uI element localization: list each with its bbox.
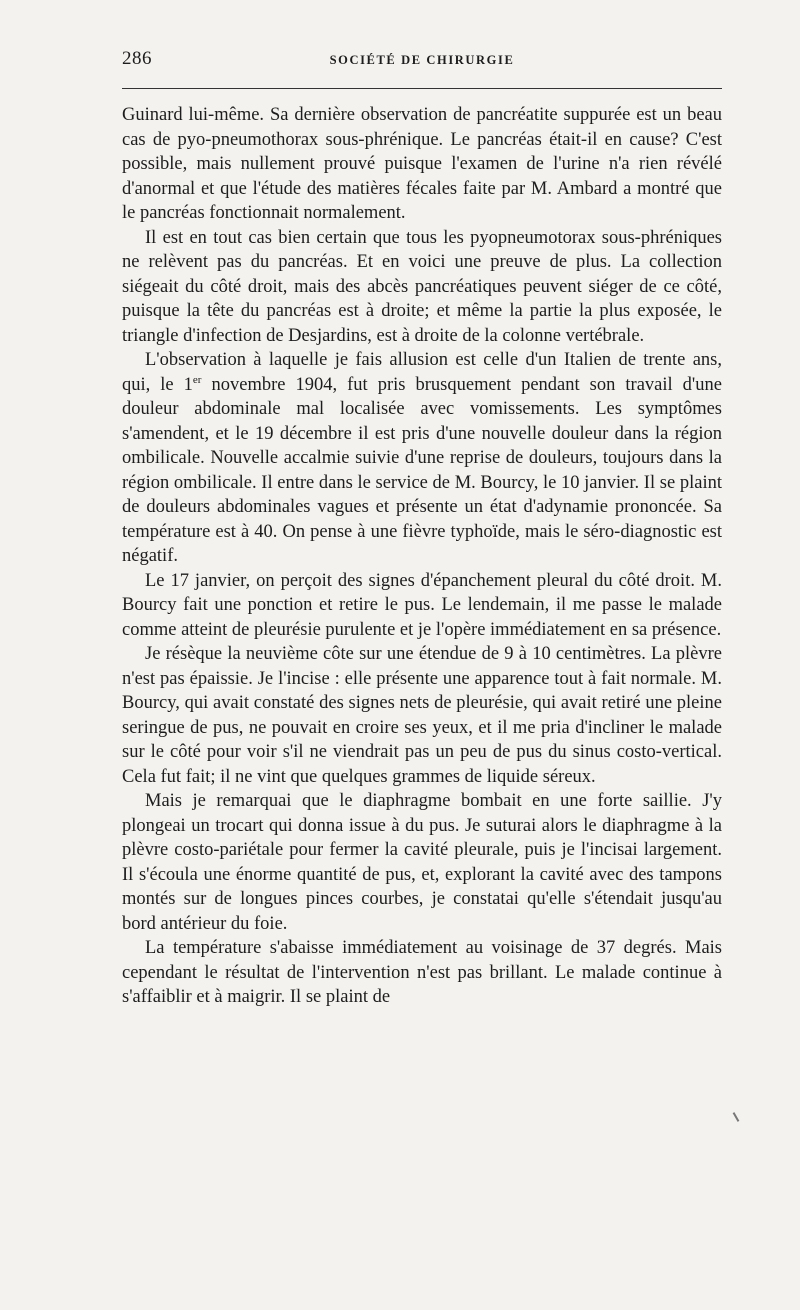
paragraph: Guinard lui-même. Sa dernière observation de pancréatite suppurée est un beau cas de pyo-pneumothorax sous-phrénique. Le pancréas était-il en cause? C'est possible, mais nullement prouvé puisque l'examen de l'urine n'a rien révélé d'anormal et que l'étude des matières fécales faite par M. Ambard a montré que le pancréas fonctionnait normalement. — [122, 105, 722, 223]
body-text — [122, 103, 722, 1010]
running-header — [122, 44, 722, 78]
paragraph: Il est en tout cas bien certain que tous les pyopneumotorax sous-phréniques ne relèvent pas du pancréas. Et en voici une preuve de plus. La collection siégeait du côté droit, mais des abcès pancréatiques peuvent siéger de ce côté, puisque la tête du pancréas est à droite; et même la partie la plus exposée, le triangle d'infection de Desjardins, est à droite de la colonne vertébrale. — [122, 227, 722, 346]
paragraph: La température s'abaisse immédiatement au voisinage de 37 degrés. Mais cependant le résultat de l'intervention n'est pas brillant. Le malade continue à s'affaiblir et à maigrir. Il se plaint de — [122, 938, 722, 1007]
paragraph: Je résèque la neuvième côte sur une étendue de 9 à 10 centimètres. La plèvre n'est pas épaissie. Je l'incise : elle présente une apparence tout à fait normale. M. Bourcy, qui avait constaté des signes nets de pleurésie, qui avait retiré une pleine seringue de pus, ne pouvait en croire ses yeux, et il me pria d'incliner le malade sur le côté pour voir s'il ne viendrait pas un peu de pus du sinus costo-vertical. Cela fut fait; il ne vint que quelques grammes de liquide séreux. — [122, 644, 722, 787]
page-number: 286 — [122, 48, 152, 69]
header-rule — [122, 88, 722, 89]
journal-title: SOCIÉTÉ DE CHIRURGIE — [329, 53, 515, 67]
document-page — [122, 44, 722, 1010]
paragraph: Mais je remarquai que le diaphragme bombait en une forte saillie. J'y plongeai un trocart qui donna issue à du pus. Je suturai alors le diaphragme à la plèvre costo-pariétale pour fermer la cavité pleurale, puis je l'incisai largement. Il s'écoula une énorme quantité de pus, et, explorant la cavité avec des tampons montés sur de longues pinces courbes, je constatai qu'elle s'étendait jusqu'au bord antérieur du foie. — [122, 791, 722, 934]
paragraph: L'observation à laquelle je fais allusion est celle d'un Italien de trente ans, qui, le 1er novembre 1904, fut pris brusquement pendant son travail d'une douleur abdominale mal localisée avec vomissements. Les symptômes s'amendent, et le 19 décembre il est pris d'une nouvelle douleur dans la région ombilicale. Nouvelle accalmie suivie d'une reprise de douleurs, toujours dans la région ombilicale. Il entre dans le service de M. Bourcy, le 10 janvier. Il se plaint de douleurs abdominales vagues et présente un état d'adynamie prononcée. Sa température est à 40. On pense à une fièvre typhoïde, mais le séro-diagnostic est négatif. — [122, 350, 722, 566]
paragraph: Le 17 janvier, on perçoit des signes d'épanchement pleural du côté droit. M. Bourcy fait une ponction et retire le pus. Le lendemain, il me passe le malade comme atteint de pleurésie purulente et je l'opère immédiatement en sa présence. — [122, 570, 722, 640]
scan-speck — [733, 1112, 740, 1122]
